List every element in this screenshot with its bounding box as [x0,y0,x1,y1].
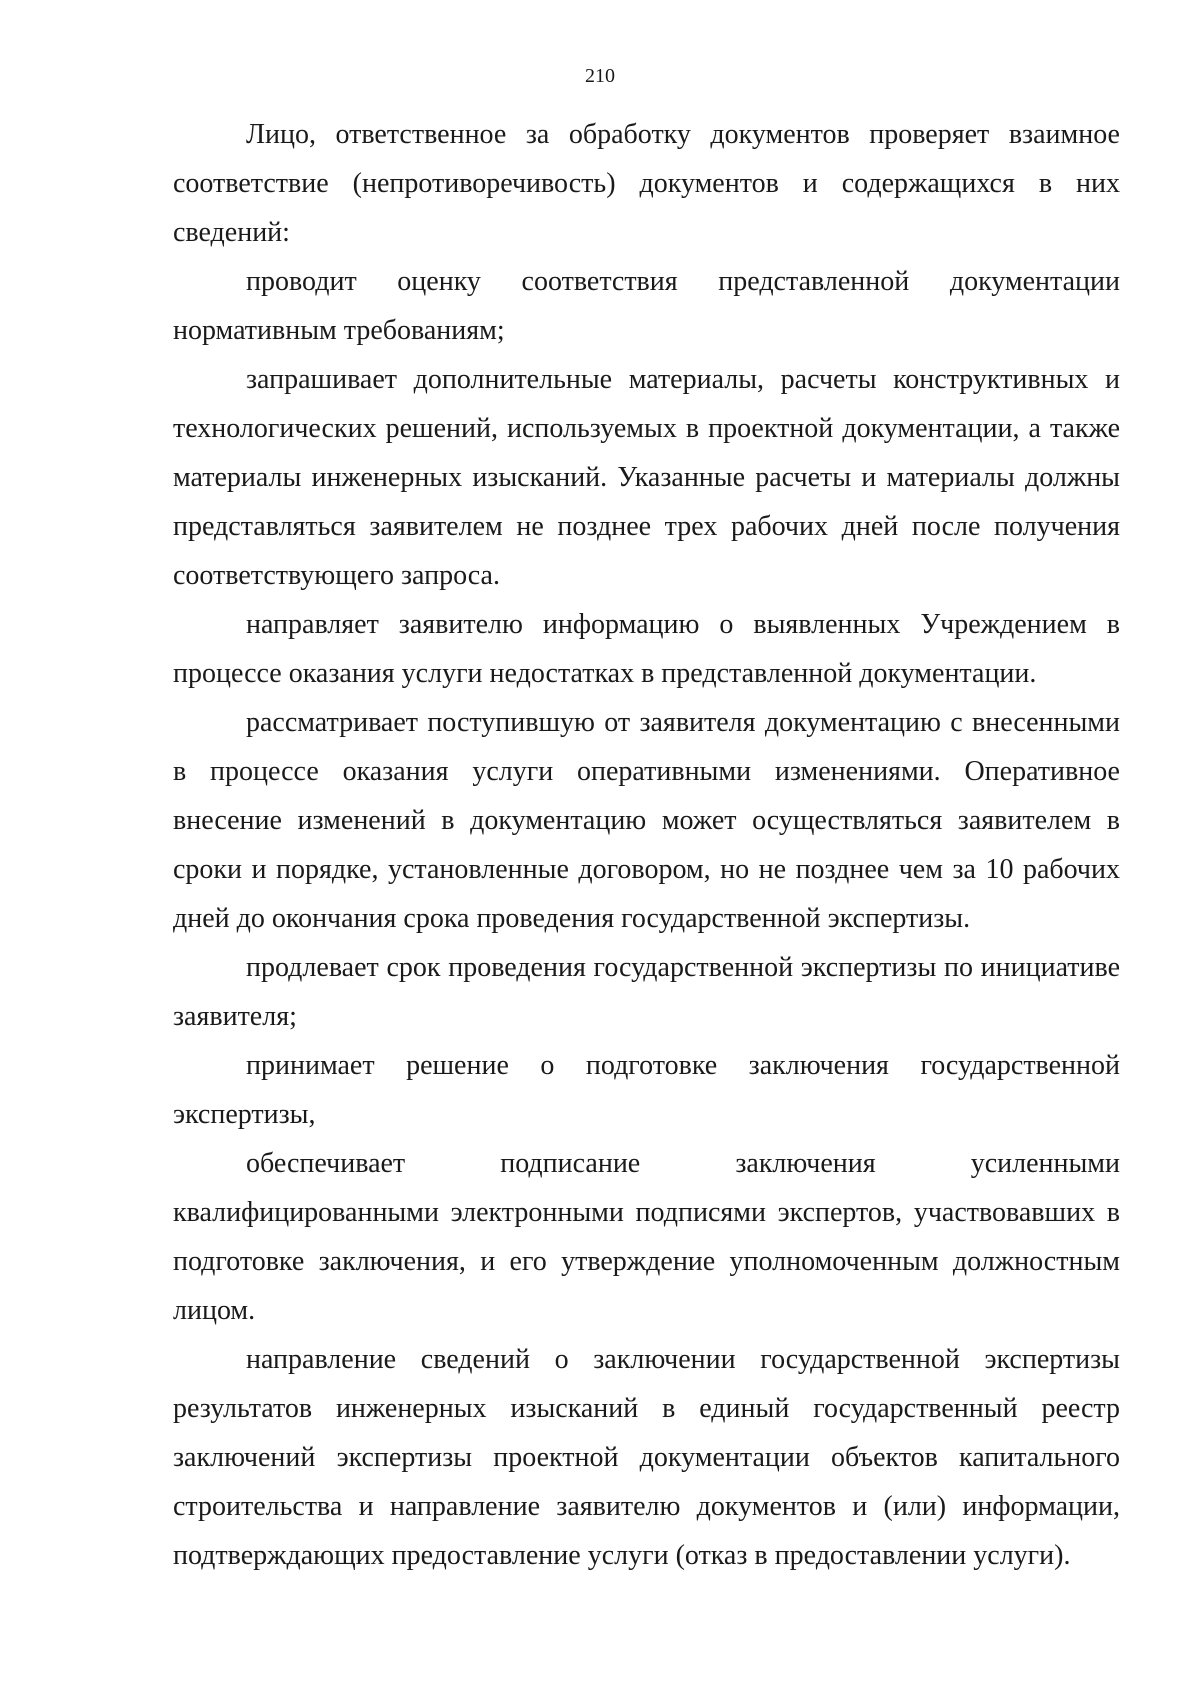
paragraph-document-check: Лицо, ответственное за обработку документов проверяет взаимное соответствие (непротиворечивость) документов и содержащихся в них сведений: [173,119,1120,248]
paragraph-assessment: проводит оценку соответствия представленной документации нормативным требованиям; [173,266,1120,346]
paragraph-decision: принимает решение о подготовке заключения государственной экспертизы, [173,1050,1120,1130]
paragraph-signing: обеспечивает подписание заключения усиленными квалифицированными электронными подписями экспертов, участвовавших в подготовке заключения, и его утверждение уполномоченным должностным лицом. [173,1148,1120,1326]
page-number: 210 [585,65,615,87]
paragraph-request-materials: запрашивает дополнительные материалы, расчеты конструктивных и технологических решений, используемых в проектной документации, а также материалы инженерных изысканий. Указанные расчеты и материалы должны представляться заявителем не позднее трех рабочих дней после получения соответствующего запроса. [173,364,1120,591]
paragraph-registry: направление сведений о заключении государственной экспертизы результатов инженерных изысканий в единый государственный реестр заключений экспертизы проектной документации объектов капитального строительства и направление заявителю документов и (или) информации, подтверждающих предоставление услуги (отказ в предоставлении услуги). [173,1344,1120,1571]
paragraph-operational-changes: рассматривает поступившую от заявителя документацию с внесенными в процессе оказания услуги оперативными изменениями. Оперативное внесение изменений в документацию может осуществляться заявителем в сроки и порядке, установленные договором, но не позднее чем за 10 рабочих дней до окончания срока проведения государственной экспертизы. [173,707,1120,934]
paragraph-deficiency-notice: направляет заявителю информацию о выявленных Учреждением в процессе оказания услуги недостатках в представленной документации. [173,609,1120,689]
paragraph-extension: продлевает срок проведения государственной экспертизы по инициативе заявителя; [173,952,1120,1032]
document-body [173,110,1120,1580]
